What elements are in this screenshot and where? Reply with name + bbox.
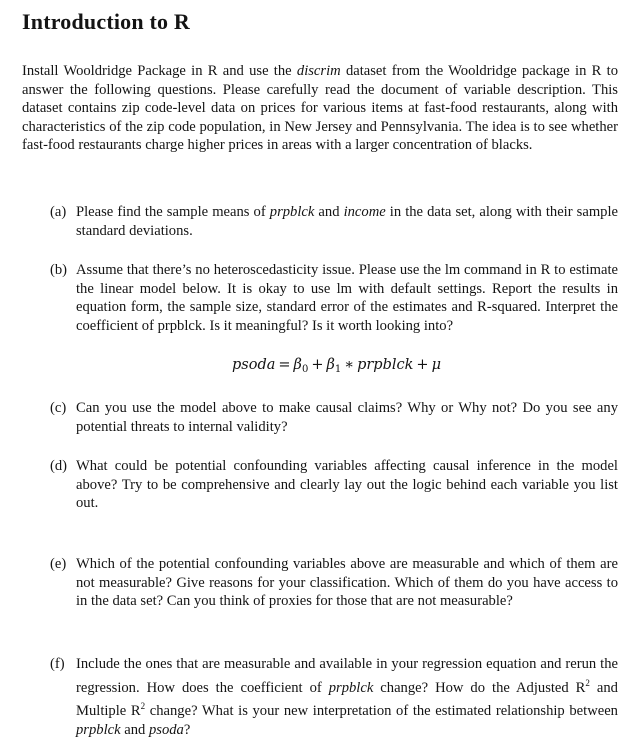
question-b xyxy=(50,261,618,335)
variable-name: prpblck xyxy=(76,721,121,738)
regression-equation xyxy=(232,357,441,375)
question-label: (f) xyxy=(50,656,65,672)
eq-equals: = xyxy=(278,357,291,373)
dataset-name: discrim xyxy=(296,63,341,79)
eq-times: ∗ xyxy=(344,357,355,373)
question-c xyxy=(50,399,618,436)
eq-variable: prpblck xyxy=(357,357,414,373)
eq-beta1-sub: 1 xyxy=(334,364,342,375)
eq-lhs: psoda xyxy=(232,357,276,373)
eq-beta0: β xyxy=(293,357,302,373)
eq-beta1: β xyxy=(326,357,335,373)
question-d xyxy=(50,457,618,513)
question-text: Include the ones that are measurable and available in your regression equation and rerun the regression. How does the coefficient of prpblck change? How do the Adjusted $R^2$ and Multiple $R^2$ change? What is your new interpretation of the estimated relationship between prpblck and psoda? xyxy=(76,656,618,738)
question-e xyxy=(50,555,618,611)
question-text: Please find the sample means of prpblck and income in the data set, along with their sample standard deviations. xyxy=(76,204,618,239)
question-label: (d) xyxy=(50,458,68,474)
intro-paragraph xyxy=(22,62,618,155)
question-label: (b) xyxy=(50,262,68,278)
variable-name: income xyxy=(343,204,386,220)
question-text: What could be potential confounding variables affecting causal inference in the model above? Try to be comprehensive and clearly lay out the logic behind each variable you list out. xyxy=(76,458,618,511)
intro-text-2: dataset from the Wooldridge package in R to answer the following questions. Please carefully read the document of variable description. This dataset contains zip code-level data on prices for various items at fast-food restaurants, along with characteristics of the zip code population, in New Jersey and Pennsylvania. The idea is to see whether fast-food restaurants charge higher prices in areas with a larger concentration of blacks. xyxy=(22,63,618,153)
question-label: (e) xyxy=(50,556,67,572)
question-text: Assume that there’s no heteroscedasticity issue. Please use the lm command in R to estimate the linear model below. It is okay to use lm with default settings. Report the results in equation form, the sample size, standard error of the estimates and R-squared. Interpret the coefficient of prpblck. Is it meaningful? Is it worth looking into? xyxy=(76,262,618,334)
question-label: (a) xyxy=(50,204,67,220)
page-title: Introduction to R xyxy=(22,9,191,34)
question-a xyxy=(50,203,618,240)
question-text: Can you use the model above to make causal claims? Why or Why not? Do you see any potential threats to internal validity? xyxy=(76,400,618,435)
intro-text-1: Install Wooldridge Package in R and use the xyxy=(22,63,297,79)
eq-plus: + xyxy=(311,357,324,373)
variable-name: prpblck xyxy=(328,679,374,696)
question-label: (c) xyxy=(50,400,67,416)
eq-beta0-sub: 0 xyxy=(301,364,309,375)
question-text: Which of the potential confounding variables above are measurable and which of them are not measurable? Give reasons for your classification. Which of them do you have access to in the data set? Can you think of proxies for those that are not measurable? xyxy=(76,556,618,609)
variable-name: psoda xyxy=(148,721,184,738)
eq-error: μ xyxy=(431,357,442,373)
eq-plus: + xyxy=(416,357,429,373)
question-f xyxy=(50,655,618,739)
variable-name: prpblck xyxy=(269,204,315,220)
